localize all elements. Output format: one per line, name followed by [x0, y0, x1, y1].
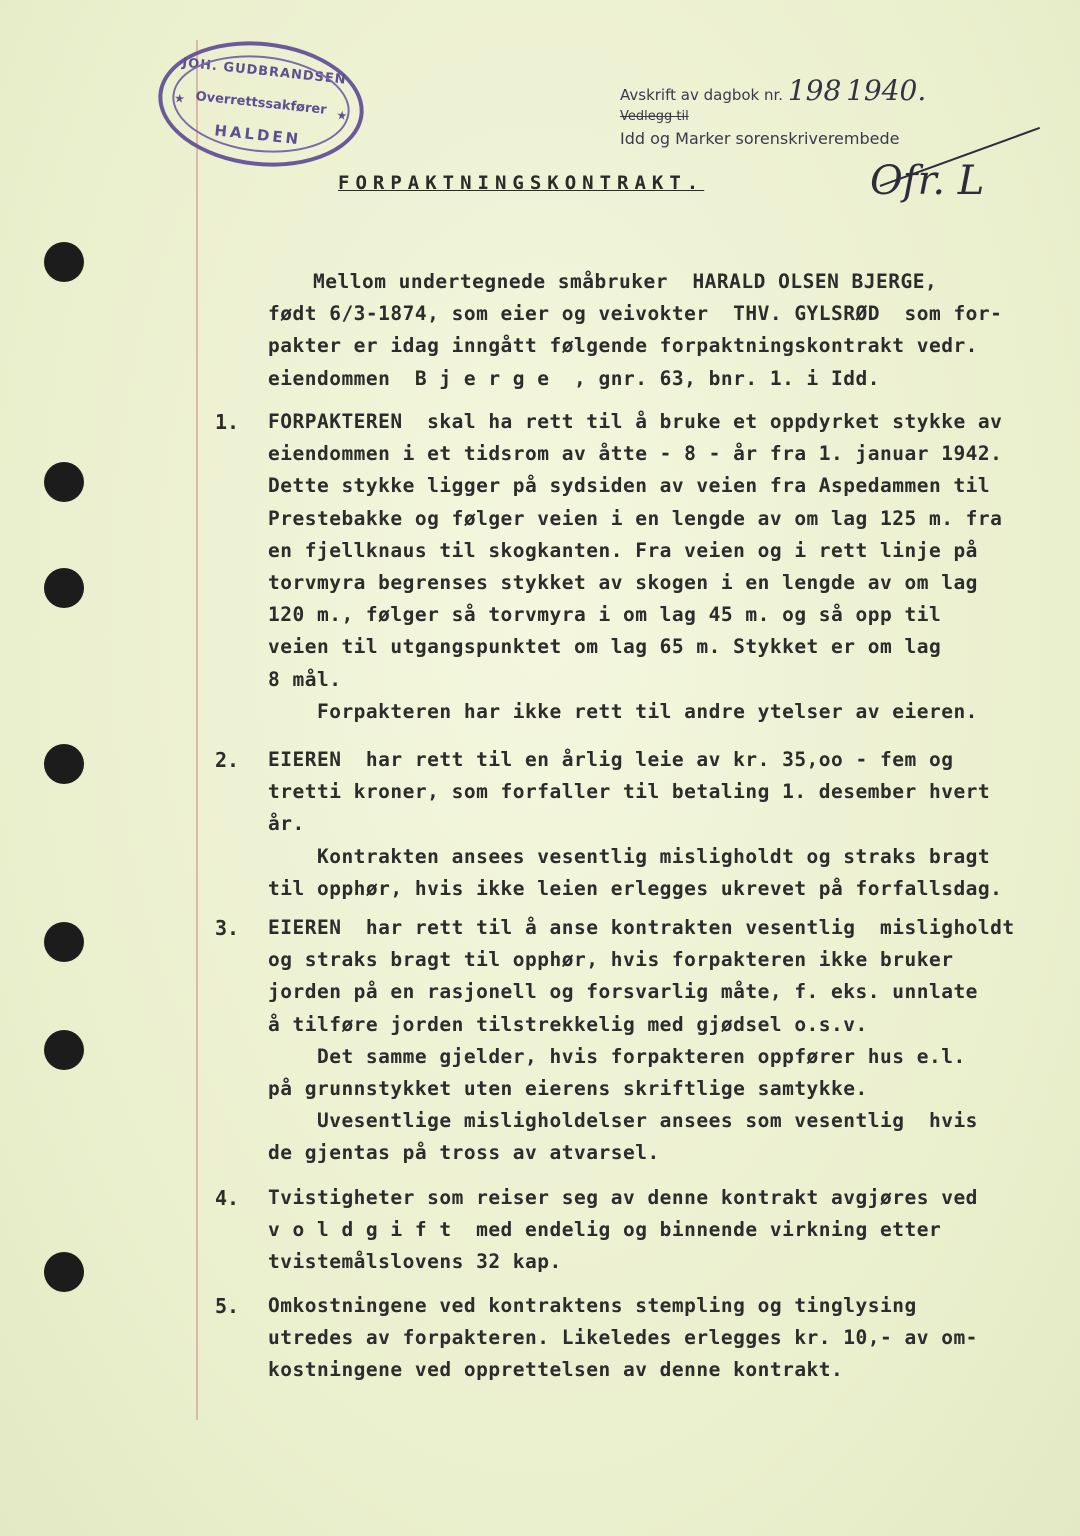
office-label: Idd og Marker sorenskriverembede [620, 129, 900, 148]
avskrift-label: Avskrift av [620, 86, 699, 104]
text-line: til opphør, hvis ikke leien erlegges ukrevet på forfallsdag. [268, 876, 1003, 900]
text-line: torvmyra begrenses stykket av skogen i en lengde av om lag [268, 571, 978, 594]
stamp-top-text: JOH. GUDBRANDSEN [181, 55, 348, 88]
text-line: 8 mål. [268, 667, 342, 691]
text-line: pakter er idag inngått følgende forpaktningskontrakt vedr. [268, 334, 978, 358]
punch-hole [44, 462, 84, 502]
text-line: Kontrakten ansees vesentlig misligholdt og straks bragt [268, 844, 991, 868]
text-line: EIEREN har rett til å anse kontrakten vesentlig misligholdt [268, 916, 1015, 939]
text-line: Tvistigheter som reiser seg av denne kontrakt avgjøres ved [268, 1186, 978, 1209]
section-number: 3. [215, 916, 240, 940]
stamp-star-icon: ★ [173, 90, 186, 106]
section-number: 4. [215, 1186, 240, 1210]
section-number: 2. [215, 748, 240, 772]
text-line: v o l d g i f t med endelig og binnende virkning etter [268, 1218, 942, 1242]
stamp-bottom-text: HALDEN [213, 121, 302, 149]
text-line: Det samme gjelder, hvis forpakteren oppfører hus e.l. [268, 1044, 966, 1068]
punch-hole [44, 568, 84, 608]
text-line: født 6/3-1874, som eier og veivokter THV. GYLSRØD som for- [268, 302, 1003, 326]
text-line: år. [268, 812, 305, 836]
text-line: eiendommen B j e r g e , gnr. 63, bnr. 1. i Idd. [268, 366, 880, 390]
registry-note [620, 74, 927, 150]
text-line: kostningene ved opprettelsen av denne kontrakt. [268, 1358, 844, 1382]
dagbok-label: dagbok nr. [703, 86, 784, 104]
text-line: jorden på en rasjonell og forsvarlig måte, f. eks. unnlate [268, 980, 978, 1004]
journal-number: 198 [787, 74, 842, 107]
handwritten-annotation: Ofr. L [870, 158, 985, 204]
punch-hole [44, 922, 84, 962]
stamp-middle-text: Overrettssakfører [194, 89, 328, 118]
margin-line [196, 40, 198, 1420]
text-line: eiendommen i et tidsrom av åtte - 8 - år fra 1. januar 1942. [268, 442, 1003, 466]
text-line: Dette stykke ligger på sydsiden av veien fra Aspedammen til [268, 474, 991, 498]
text-line: utredes av forpakteren. Likeledes erlegges kr. 10,- av om- [268, 1326, 978, 1350]
journal-year: 1940. [846, 74, 927, 107]
text-line: Prestebakke og følger veien i en lengde av om lag 125 m. fra [268, 506, 1003, 530]
text-line: EIEREN har rett til en årlig leie av kr. 35,oo - fem og [268, 748, 954, 771]
section-number: 5. [215, 1294, 240, 1318]
punch-hole [44, 242, 84, 282]
punch-hole [44, 1030, 84, 1070]
vedlegg-label: Vedlegg til [620, 109, 689, 124]
text-line: tvistemålslovens 32 kap. [268, 1250, 562, 1274]
text-line: FORPAKTEREN skal ha rett til å bruke et oppdyrket stykke av [268, 410, 1003, 433]
lawyer-stamp [152, 32, 370, 177]
text-line: 120 m., følger så torvmyra i om lag 45 m. og så opp til [268, 603, 942, 627]
text-line: Mellom undertegnede småbruker HARALD OLSEN BJERGE, [313, 270, 938, 293]
text-line: de gjentas på tross av atvarsel. [268, 1141, 660, 1165]
text-line: og straks bragt til opphør, hvis forpakteren ikke bruker [268, 948, 954, 972]
text-line: Omkostningene ved kontraktens stempling og tinglysing [268, 1294, 917, 1317]
section-number: 1. [215, 410, 240, 434]
stamp-star-icon: ★ [335, 107, 348, 124]
text-line: på grunnstykket uten eierens skriftlige samtykke. [268, 1077, 868, 1100]
punch-hole [44, 1252, 84, 1292]
text-line: Forpakteren har ikke rett til andre ytelser av eieren. [268, 699, 978, 723]
text-line: veien til utgangspunktet om lag 65 m. Stykket er om lag [268, 635, 942, 659]
text-line: Uvesentlige misligholdelser ansees som vesentlig hvis [268, 1109, 978, 1133]
document-title: FORPAKTNINGSKONTRAKT. [338, 172, 705, 194]
punch-hole [44, 744, 84, 784]
text-line: en fjellknaus til skogkanten. Fra veien og i rett linje på [268, 538, 978, 562]
text-line: tretti kroner, som forfaller til betaling 1. desember hvert [268, 780, 991, 804]
text-line: å tilføre jorden tilstrekkelig med gjødsel o.s.v. [268, 1012, 868, 1036]
